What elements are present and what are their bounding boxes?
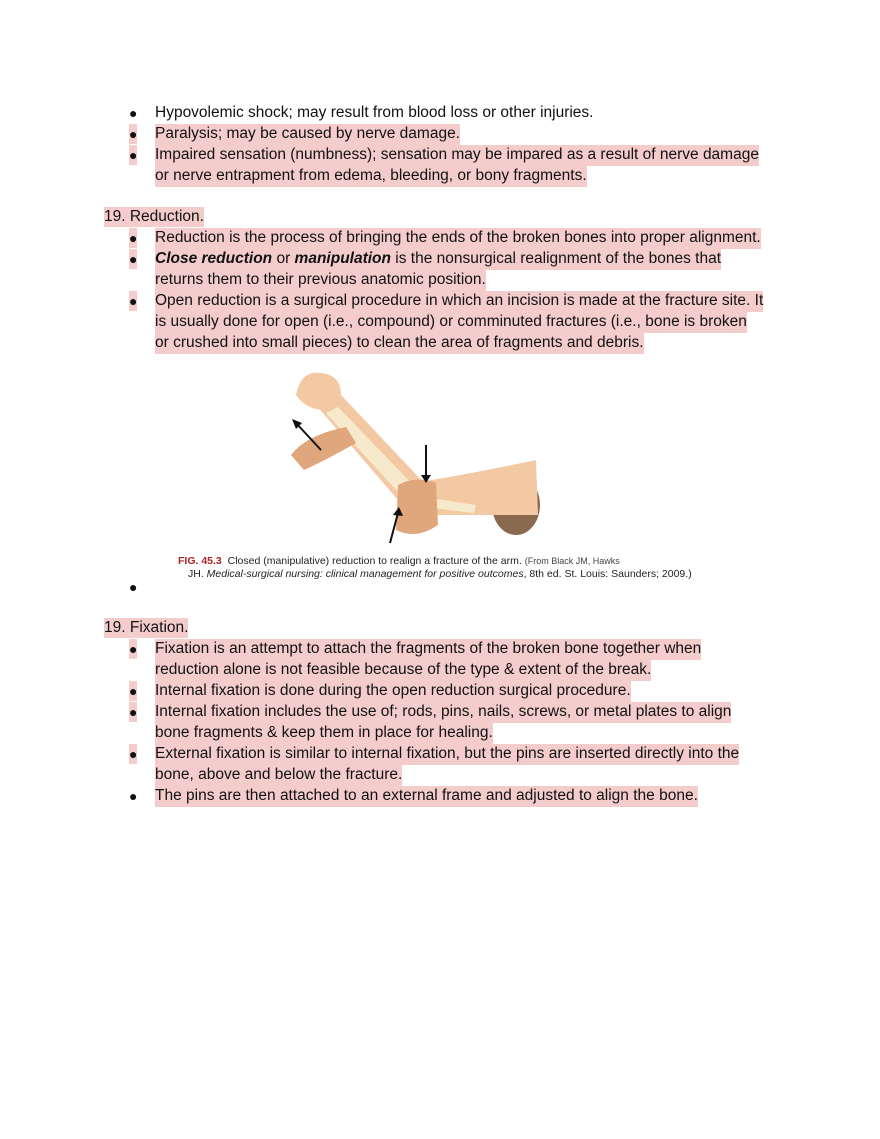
section-heading-reduction: 19. Reduction. (104, 208, 204, 225)
bullet: ● (129, 683, 138, 699)
section-heading-fixation: 19. Fixation. (104, 619, 189, 636)
term-close-reduction: Close reduction (155, 250, 273, 267)
list-item: Impaired sensation (numbness); sensation may be impared as a result of nerve damage (155, 145, 759, 166)
bullet: ● (129, 704, 138, 720)
list-item: External fixation is similar to internal fixation, but the pins are inserted directly into the (155, 744, 739, 765)
bullet: ● (129, 641, 138, 657)
bullet: ● (129, 788, 138, 804)
source-text: JH. (188, 568, 207, 580)
source-text: , 8th ed. St. Louis: Saunders; 2009.) (523, 568, 692, 580)
bullet: ● (129, 746, 138, 762)
bullet: ● (129, 126, 138, 142)
figure-caption (178, 555, 620, 568)
arm-illustration (176, 365, 656, 555)
text-or: or (272, 250, 295, 267)
list-item-continuation: bone fragments & keep them in place for healing. (155, 723, 493, 744)
clinician-hand-wrist (291, 427, 356, 470)
text-rest: is the nonsurgical realignment of the bones that (391, 250, 722, 267)
bullet: ● (129, 230, 138, 246)
list-item: Internal fixation includes the use of; rods, pins, nails, screws, or metal plates to align (155, 702, 731, 723)
clinician-hand-elbow (396, 479, 438, 534)
source-title: Medical-surgical nursing: clinical management for positive outcomes (206, 568, 524, 580)
list-item: Open reduction is a surgical procedure in which an incision is made at the fracture site. It (155, 291, 763, 312)
figure-source-line2 (188, 568, 692, 581)
list-item-continuation: is usually done for open (i.e., compound) or comminuted fractures (i.e., bone is broken (155, 312, 747, 333)
list-item: Paralysis; may be caused by nerve damage. (155, 124, 460, 145)
figure-title: Closed (manipulative) reduction to realign a fracture of the arm. (227, 555, 522, 567)
list-item-continuation: bone, above and below the fracture. (155, 765, 402, 786)
list-item: Fixation is an attempt to attach the fragments of the broken bone together when (155, 639, 701, 660)
figure-label: FIG. 45.3 (178, 555, 222, 567)
list-item-continuation: reduction alone is not feasible because of the type & extent of the break. (155, 660, 651, 681)
list-item: Reduction is the process of bringing the ends of the broken bones into proper alignment. (155, 228, 761, 249)
list-item-continuation: or crushed into small pieces) to clean the area of fragments and debris. (155, 333, 644, 354)
term-manipulation: manipulation (294, 250, 391, 267)
list-item-continuation: or nerve entrapment from edema, bleeding, or bony fragments. (155, 166, 587, 187)
list-item: Hypovolemic shock; may result from blood loss or other injuries. (155, 104, 594, 121)
bullet-empty: ● (129, 579, 138, 595)
bullet: ● (129, 293, 138, 309)
bullet: ● (129, 105, 138, 121)
figure-closed-reduction (176, 365, 692, 585)
bullet: ● (129, 251, 138, 267)
bullet: ● (129, 147, 138, 163)
list-item (155, 249, 721, 270)
list-item: Internal fixation is done during the open reduction surgical procedure. (155, 681, 631, 702)
figure-source: (From Black JM, Hawks (524, 556, 620, 566)
list-item: The pins are then attached to an external frame and adjusted to align the bone. (155, 786, 698, 807)
list-item-continuation: returns them to their previous anatomic position. (155, 270, 486, 291)
